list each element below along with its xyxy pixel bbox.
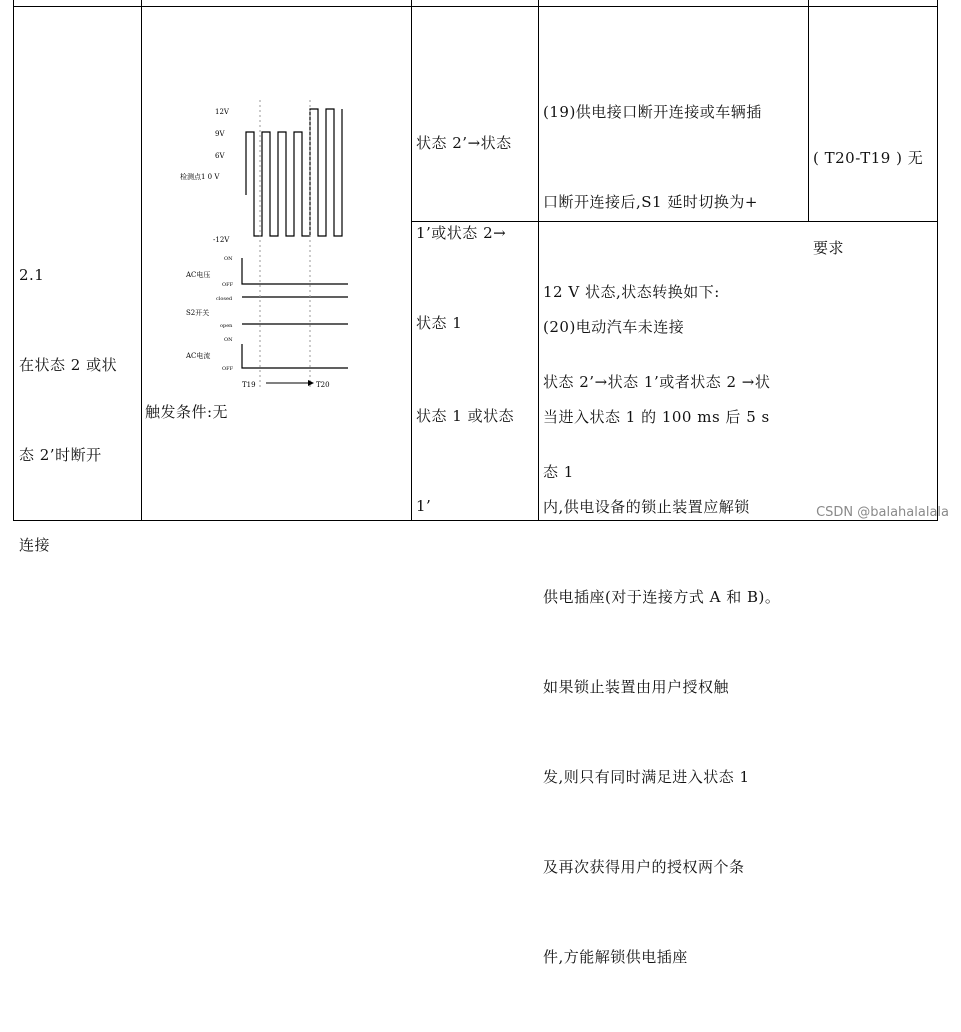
csdn-watermark: CSDN @balahalalala — [816, 505, 949, 520]
row2-description-line-8: 件,方能解锁供电插座 — [543, 948, 688, 966]
time-arrow-head — [308, 380, 314, 386]
row2-description-line-2: 当进入状态 1 的 100 ms 后 5 s — [543, 408, 770, 426]
label-0v: 检测点1 0 V — [180, 173, 220, 181]
table-border-left — [13, 0, 14, 521]
state-off-2: OFF — [222, 366, 234, 372]
row1-description-line-5: 态 1 — [543, 463, 574, 481]
diagram-caption: 触发条件:无 — [145, 403, 229, 421]
label-6v: 6V — [215, 152, 225, 160]
label-t20: T20 — [316, 381, 330, 389]
ac-current-line — [242, 344, 348, 368]
section-line-3: 连接 — [19, 536, 51, 554]
row1-timing-line-1: ( T20-T19 ) 无 — [813, 149, 924, 167]
row1-timing-cell — [813, 83, 937, 323]
label-ac-voltage: AC电压 — [186, 271, 211, 279]
section-line-2: 态 2’时断开 — [19, 446, 102, 464]
section-number: 2.1 — [19, 266, 45, 284]
row2-transition-line-2: 1’ — [416, 497, 432, 515]
state-open: open — [220, 323, 233, 329]
row2-description-line-4: 供电插座(对于连接方式 A 和 B)。 — [543, 588, 781, 606]
table-border-right — [937, 0, 938, 521]
ac-voltage-line — [242, 258, 348, 284]
row2-transition-line-1: 状态 1 或状态 — [416, 407, 515, 425]
timing-diagram — [142, 100, 412, 400]
section-line-1: 在状态 2 或状 — [19, 356, 118, 374]
row2-description-cell — [543, 252, 809, 1032]
row1-description-line-3: 12 V 状态,状态转换如下: — [543, 283, 720, 301]
row1-transition-line-3: 状态 1 — [416, 314, 463, 332]
row1-transition-line-1: 状态 2’→状态 — [416, 134, 512, 152]
row2-description-line-5: 如果锁止装置由用户授权触 — [543, 678, 730, 696]
label-minus12v: -12V — [213, 236, 230, 244]
section-cell — [19, 200, 139, 620]
row2-description-line-3: 内,供电设备的锁止装置应解锁 — [543, 498, 750, 516]
row2-transition-cell — [416, 341, 538, 581]
row2-description-line-7: 及再次获得用户的授权两个条 — [543, 858, 745, 876]
row1-description-line-4: 状态 2’→状态 1’或者状态 2 →状 — [543, 373, 771, 391]
label-12v: 12V — [215, 108, 229, 116]
s2-switch-line — [242, 297, 348, 324]
row1-transition-line-2: 1’或状态 2→ — [416, 224, 507, 242]
row1-description-line-1: (19)供电接口断开连接或车辆插 — [543, 103, 762, 121]
table-top-line — [13, 6, 938, 7]
label-s2-switch: S2开关 — [186, 309, 210, 317]
state-on-2: ON — [224, 337, 233, 343]
row1-description-line-2: 口断开连接后,S1 延时切换为+ — [543, 193, 758, 211]
label-ac-current: AC电流 — [186, 352, 211, 360]
label-t19: T19 — [242, 381, 256, 389]
table-divider-3 — [538, 0, 539, 521]
state-on-1: ON — [224, 256, 233, 262]
row1-timing-line-2: 要求 — [813, 239, 845, 257]
row2-description-line-6: 发,则只有同时满足进入状态 1 — [543, 768, 750, 786]
state-closed: closed — [216, 296, 233, 302]
row2-description-line-1: (20)电动汽车未连接 — [543, 318, 685, 336]
state-off-1: OFF — [222, 282, 234, 288]
label-9v: 9V — [215, 130, 225, 138]
